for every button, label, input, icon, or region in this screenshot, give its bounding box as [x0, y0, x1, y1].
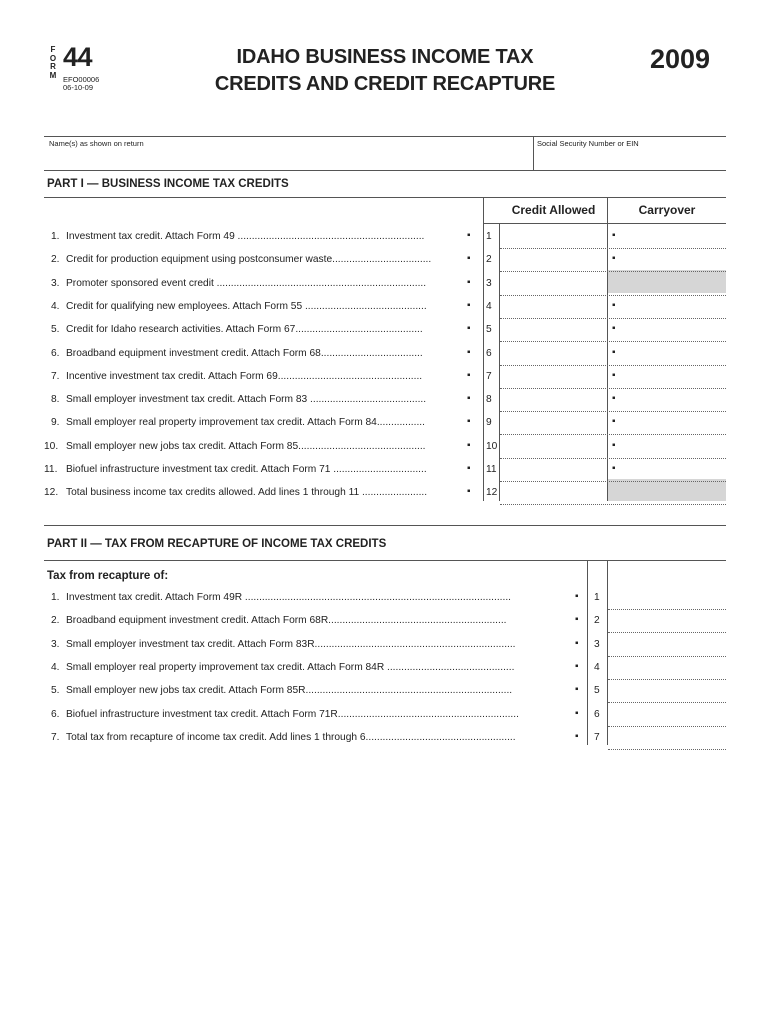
line-box-number: 7	[486, 371, 492, 382]
line-description: Small employer real property improvement tax credit. Attach Form 84R .............................................	[66, 662, 515, 673]
part1-line-6	[0, 343, 770, 366]
recapture-amount-input[interactable]	[608, 587, 726, 609]
name-label: Name(s) as shown on return	[49, 139, 144, 148]
bullet-icon: ▪	[575, 591, 579, 602]
bullet-icon: ▪	[575, 731, 579, 742]
line-description: Promoter sponsored event credit ..........................................................................	[66, 278, 427, 289]
form-letter: O	[49, 53, 57, 63]
form-letter: M	[49, 70, 57, 80]
line-number: 2.	[51, 254, 60, 265]
line-description: Investment tax credit. Attach Form 49R ..............................................................................................	[66, 592, 511, 603]
form-number: 44	[63, 42, 93, 72]
line-description: Credit for qualifying new employees. Attach Form 55 ...........................................	[66, 301, 427, 312]
carryover-input[interactable]	[620, 389, 725, 411]
ssn-field[interactable]	[536, 148, 724, 168]
recapture-amount-input[interactable]	[608, 727, 726, 749]
line-box-number: 4	[594, 662, 600, 673]
line-number: 1.	[51, 592, 60, 603]
col-carryover: Carryover	[638, 203, 696, 217]
line-box-number: 2	[486, 254, 492, 265]
part2-line-4	[0, 657, 770, 680]
row-divider	[500, 271, 726, 272]
credit-allowed-input[interactable]	[500, 319, 606, 341]
form-word-vertical	[49, 46, 57, 80]
carryover-input[interactable]	[620, 366, 725, 388]
line-box-number: 3	[594, 639, 600, 650]
credit-allowed-input[interactable]	[500, 226, 606, 248]
line-number: 11.	[44, 464, 58, 475]
line-description: Small employer new jobs tax credit. Attach Form 85R.........................................................................	[66, 685, 513, 696]
line-box-number: 1	[594, 592, 600, 603]
form-code-block	[63, 76, 99, 92]
line-box-number: 10	[486, 441, 498, 452]
credit-allowed-input[interactable]	[500, 366, 606, 388]
credit-allowed-input[interactable]	[500, 436, 606, 458]
carryover-input[interactable]	[620, 436, 725, 458]
line-number: 9.	[51, 417, 60, 428]
line-description: Biofuel infrastructure investment tax credit. Attach Form 71 .................................	[66, 464, 427, 475]
recapture-amount-input[interactable]	[608, 704, 726, 726]
credit-allowed-input[interactable]	[500, 343, 606, 365]
line-description: Total business income tax credits allowed. Add lines 1 through 11 .......................	[66, 487, 428, 498]
line-box-number: 7	[594, 732, 600, 743]
line-description: Total tax from recapture of income tax credit. Add lines 1 through 6.....................................................	[66, 732, 516, 743]
line-number: 1.	[51, 231, 60, 242]
bullet-icon: ▪	[467, 393, 471, 404]
bullet-icon: ▪	[612, 347, 616, 358]
part2-title: PART II — TAX FROM RECAPTURE OF INCOME TAX CREDITS	[47, 538, 387, 550]
line-description: Small employer investment tax credit. Attach Form 83R.......................................................................	[66, 639, 516, 650]
bullet-icon: ▪	[575, 661, 579, 672]
row-divider	[608, 749, 726, 750]
form-letter: R	[50, 62, 56, 71]
bullet-icon: ▪	[467, 370, 471, 381]
line-box-number: 12	[486, 487, 498, 498]
recapture-amount-input[interactable]	[608, 680, 726, 702]
part2-line-7	[0, 727, 770, 750]
credit-allowed-input[interactable]	[500, 249, 606, 271]
credit-allowed-input[interactable]	[500, 273, 606, 295]
bullet-icon: ▪	[467, 323, 471, 334]
line-number: 6.	[51, 348, 60, 359]
credit-allowed-input[interactable]	[500, 412, 606, 434]
part1-line-5	[0, 319, 770, 342]
bullet-icon: ▪	[467, 277, 471, 288]
bullet-icon: ▪	[612, 416, 616, 427]
form-date: 06-10-09	[63, 83, 94, 92]
line-description: Biofuel infrastructure investment tax credit. Attach Form 71R................................................................	[66, 709, 519, 720]
carryover-input[interactable]	[620, 459, 725, 481]
part1-line-8	[0, 389, 770, 412]
bullet-icon: ▪	[467, 253, 471, 264]
bullet-icon: ▪	[467, 230, 471, 241]
line-number: 5.	[51, 324, 60, 335]
line-number: 4.	[51, 301, 60, 312]
credit-allowed-input[interactable]	[500, 459, 606, 481]
part2-line-2	[0, 610, 770, 633]
bullet-icon: ▪	[467, 300, 471, 311]
bullet-icon: ▪	[612, 370, 616, 381]
row-divider	[608, 632, 726, 633]
bullet-icon: ▪	[575, 614, 579, 625]
recapture-amount-input[interactable]	[608, 657, 726, 679]
line-number: 5.	[51, 685, 60, 696]
carryover-input[interactable]	[620, 296, 725, 318]
row-divider	[500, 341, 726, 342]
part1-line-1	[0, 226, 770, 249]
part1-line-4	[0, 296, 770, 319]
line-number: 2.	[51, 615, 60, 626]
bullet-icon: ▪	[467, 440, 471, 451]
name-field[interactable]	[46, 148, 530, 168]
line-number: 6.	[51, 709, 60, 720]
line-number: 3.	[51, 278, 60, 289]
line-box-number: 4	[486, 301, 492, 312]
bullet-icon: ▪	[575, 684, 579, 695]
part1-line-9	[0, 412, 770, 435]
part1-line-3	[0, 273, 770, 296]
line-description: Incentive investment tax credit. Attach Form 69...................................................	[66, 371, 423, 382]
line-box-number: 9	[486, 417, 492, 428]
bullet-icon: ▪	[612, 463, 616, 474]
bullet-icon: ▪	[575, 638, 579, 649]
line-number: 7.	[51, 371, 60, 382]
bullet-icon: ▪	[467, 486, 471, 497]
line-description: Small employer real property improvement tax credit. Attach Form 84.................	[66, 417, 425, 428]
line-description: Broadband equipment investment credit. Attach Form 68....................................	[66, 348, 423, 359]
line-number: 4.	[51, 662, 60, 673]
carryover-input[interactable]	[620, 226, 725, 248]
bullet-icon: ▪	[612, 230, 616, 241]
form-letter: F	[50, 45, 56, 54]
line-description: Small employer new jobs tax credit. Attach Form 85.............................................	[66, 441, 426, 452]
credit-allowed-input[interactable]	[500, 296, 606, 318]
line-box-number: 8	[486, 394, 492, 405]
line-box-number: 6	[594, 709, 600, 720]
carryover-input[interactable]	[620, 412, 725, 434]
bullet-icon: ▪	[612, 323, 616, 334]
line-box-number: 5	[486, 324, 492, 335]
part1-line-12	[0, 482, 770, 505]
carryover-input[interactable]	[620, 343, 725, 365]
credit-allowed-input[interactable]	[500, 389, 606, 411]
line-box-number: 3	[486, 278, 492, 289]
bullet-icon: ▪	[612, 393, 616, 404]
line-number: 7.	[51, 732, 60, 743]
line-description: Broadband equipment investment credit. Attach Form 68R...............................................................	[66, 615, 507, 626]
part1-title: PART I — BUSINESS INCOME TAX CREDITS	[47, 178, 289, 190]
carryover-input[interactable]	[620, 249, 725, 271]
line-number: 8.	[51, 394, 60, 405]
line-box-number: 2	[594, 615, 600, 626]
bullet-icon: ▪	[612, 253, 616, 264]
row-divider	[500, 434, 726, 435]
form-title-line1: IDAHO BUSINESS INCOME TAX	[236, 46, 534, 68]
carryover-input[interactable]	[620, 319, 725, 341]
line-box-number: 6	[486, 348, 492, 359]
recapture-amount-input[interactable]	[608, 634, 726, 656]
tax-year: 2009	[650, 44, 711, 74]
part2-line-5	[0, 680, 770, 703]
row-divider	[608, 702, 726, 703]
line-number: 10.	[44, 441, 59, 452]
bullet-icon: ▪	[467, 416, 471, 427]
line-description: Credit for Idaho research activities. Attach Form 67.............................................	[66, 324, 423, 335]
part1-line-10	[0, 436, 770, 459]
line-description: Small employer investment tax credit. Attach Form 83 .........................................	[66, 394, 427, 405]
line-box-number: 1	[486, 231, 492, 242]
line-box-number: 5	[594, 685, 600, 696]
bullet-icon: ▪	[467, 463, 471, 474]
bullet-icon: ▪	[575, 708, 579, 719]
row-divider	[500, 504, 726, 505]
line-description: Credit for production equipment using postconsumer waste...................................	[66, 254, 432, 265]
part2-line-6	[0, 704, 770, 727]
col-credit-allowed: Credit Allowed	[511, 203, 596, 217]
credit-allowed-input[interactable]	[500, 482, 606, 504]
part1-line-11	[0, 459, 770, 482]
line-number: 12.	[44, 487, 59, 498]
bullet-icon: ▪	[467, 347, 471, 358]
bullet-icon: ▪	[612, 300, 616, 311]
part1-line-7	[0, 366, 770, 389]
bullet-icon: ▪	[612, 440, 616, 451]
recapture-amount-input[interactable]	[608, 610, 726, 632]
line-description: Investment tax credit. Attach Form 49 ..................................................................	[66, 231, 425, 242]
part2-line-3	[0, 634, 770, 657]
part1-line-2	[0, 249, 770, 272]
ssn-label: Social Security Number or EIN	[537, 139, 639, 148]
form-code: EFO00006	[63, 75, 100, 84]
line-number: 3.	[51, 639, 60, 650]
part2-line-1	[0, 587, 770, 610]
line-box-number: 11	[486, 464, 497, 475]
part2-subtitle: Tax from recapture of:	[47, 570, 169, 582]
form-title-line2: CREDITS AND CREDIT RECAPTURE	[214, 73, 556, 95]
